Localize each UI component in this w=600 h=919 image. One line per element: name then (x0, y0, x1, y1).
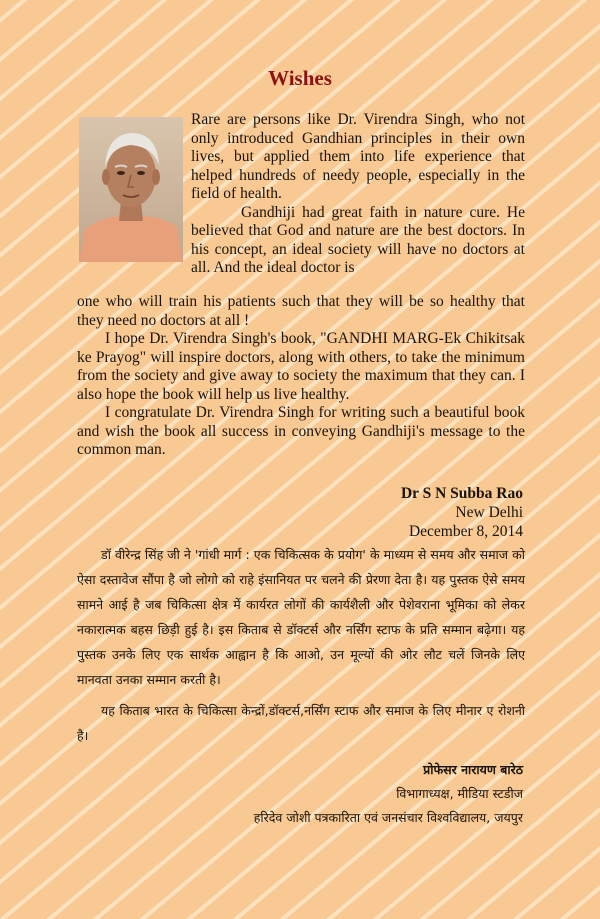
paragraph-nature-cure: Gandhiji had great faith in nature cure. He believed that God and nature are the best doctors. In his concept, an ideal society will have no doctors at all. And the ideal doctor is (191, 203, 525, 276)
portrait-image (79, 117, 183, 262)
paragraph-congratulations: I congratulate Dr. Virendra Singh for writing such a beautiful book and wish the book all success in conveying Gandhiji's message to the common man. (77, 404, 525, 458)
signatory-name: Dr S N Subba Rao (400, 485, 523, 502)
intro-paragraphs (191, 111, 525, 278)
page-title: Wishes (268, 66, 332, 90)
hindi-paragraph-2: यह किताब भारत के चिकित्सा केन्द्रों,डॉक्टर्स,नर्सिंग स्टाफ और समाज के लिए मीनार ए रोशनी है। (77, 703, 525, 743)
paragraph-intro: Rare are persons like Dr. Virendra Singh, who not only introduced Gandhian principles in their own lives, but applied them into life experience that helped hundreds of needy people, especially in the field of health. (191, 111, 525, 202)
hindi-signatory-org: हरिदेव जोशी पत्रकारिता एवं जनसंचार विश्वविद्यालय, जयपुर (253, 810, 523, 825)
english-body (77, 293, 525, 460)
english-signature (401, 484, 523, 541)
signature-date: December 8, 2014 (408, 523, 523, 540)
hindi-signatory-role: विभागाध्यक्ष, मीडिया स्टडीज (396, 786, 523, 801)
hindi-body (77, 542, 525, 748)
hindi-signatory-name: प्रोफेसर नारायण बारेठ (423, 762, 523, 777)
hindi-paragraph-1: डॉ वीरेन्द्र सिंह जी ने 'गांधी मार्ग : एक चिकित्सक के प्रयोग' के माध्यम से समय और समाज को ऐसा दस्तावेज सौंपा है जो लोगो को राहे इंसानियत पर चलने की प्रेरणा देता है। यह पुस्तक ऐसे समय सामने आई है जब चिकित्सा क्षेत्र में कार्यरत लोगों की कार्यशैली और पेशेवराना भूमिका को लेकर नकारात्मक बहस छिड़ी हुई है। इस किताब से डॉक्टर्स और नर्सिंग स्टाफ के प्रति सम्मान बढ़ेगा। यह पुस्तक उनके लिए एक सार्थक आह्वान है कि आओ, उन मूल्यों की ओर लौट चलें जिनके लिए मानवता उनका सम्मान करती है। (77, 547, 525, 687)
portrait-photo (79, 117, 183, 262)
signatory-place: New Delhi (455, 504, 523, 521)
hindi-signature (254, 758, 523, 830)
paragraph-ideal-doctor: one who will train his patients such that they will be so healthy that they need no doctors at all ! (77, 293, 525, 329)
paragraph-book-hope: I hope Dr. Virendra Singh's book, "GANDHI MARG-Ek Chikitsak ke Prayog" will inspire doctors, along with others, to take the minimum from the society and give away to society the maximum that they can. I also hope the book will help us live healthy. (77, 330, 525, 403)
